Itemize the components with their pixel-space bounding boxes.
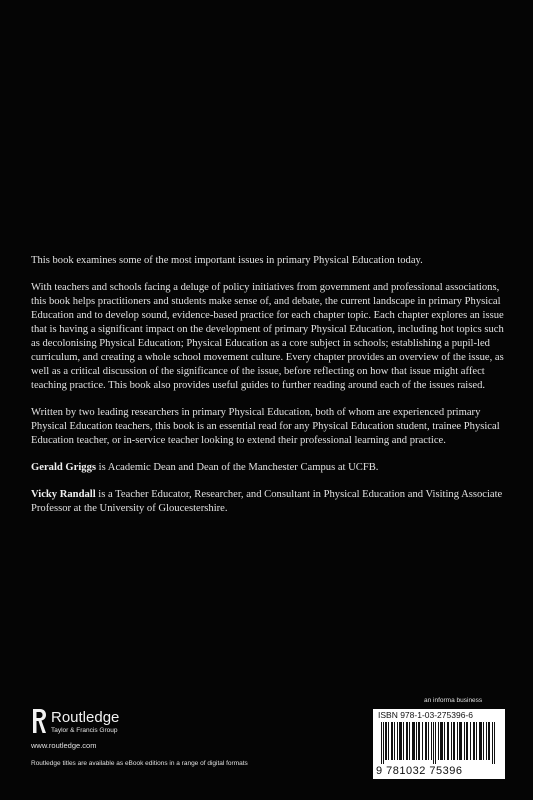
barcode-icon — [381, 722, 499, 764]
blurb-intro: This book examines some of the most important issues in primary Physical Education today. — [31, 255, 423, 266]
author-name-1: Gerald Griggs — [31, 462, 97, 473]
routledge-logo-icon — [31, 708, 47, 734]
blurb-description: With teachers and schools facing a deluge of policy initiatives from government and professional associations, this book helps practitioners and students make sense of, and debate, the current landscape in primary Physical Education and to develop sound, evidence-based practice for each chapter topic. Each chapter explores an issue that is having a significant impact on the development of primary Physical Education, including hot topics such as decolonising Physical Education; Physical Education as a core subject in schools; establishing a pupil-led curriculum, and creating a whole school movement culture. Every chapter provides an overview of the issue, as well as a critical discussion of the significance of the issue, before reflecting on how that issue might affect teaching practice. This book also provides useful guides to further reading around each of the issues raised. — [31, 282, 504, 391]
publisher-subtitle: Taylor & Francis Group — [51, 727, 118, 734]
author-bio-text-1: is Academic Dean and Dean of the Manchester Campus at UCFB. — [96, 462, 379, 473]
author-bio-text-2: is a Teacher Educator, Researcher, and Consultant in Physical Education and Visiting Associate Professor at the University of Gloucestershire. — [31, 489, 503, 514]
barcode-number: 9 781032 75396 — [376, 765, 463, 777]
informa-tagline: an informa business — [424, 697, 483, 704]
isbn-barcode-block — [373, 709, 505, 779]
ebook-note: Routledge titles are available as eBook editions in a range of digital formats — [31, 760, 248, 767]
publisher-website: www.routledge.com — [31, 741, 97, 750]
author-bio-1 — [31, 461, 509, 475]
author-bio-2 — [31, 488, 509, 516]
isbn-label: ISBN 978-1-03-275396-6 — [378, 710, 473, 720]
blurb-audience: Written by two leading researchers in primary Physical Education, both of whom are experienced primary Physical Education teachers, this book is an essential read for any Physical Education student, trainee Physical Education teacher, or in-service teacher looking to extend their professional learning and practice. — [31, 407, 500, 446]
publisher-name: Routledge — [51, 709, 120, 726]
back-cover-blurb — [31, 254, 509, 529]
author-name-2: Vicky Randall — [31, 489, 96, 500]
